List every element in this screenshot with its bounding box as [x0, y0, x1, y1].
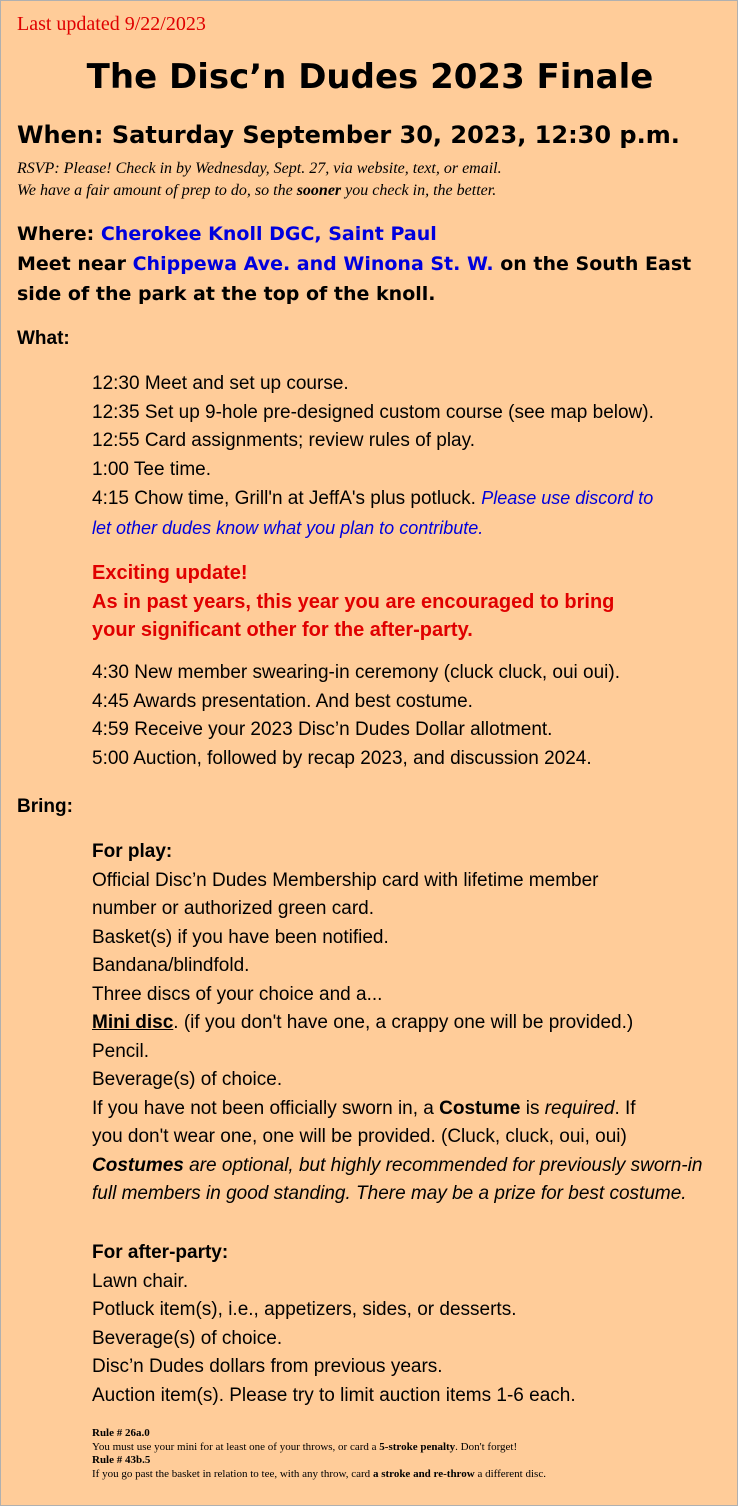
rule-text — [92, 1468, 732, 1482]
costume-optional-text: are optional, but highly recommended for previously sworn-in — [183, 1154, 703, 1176]
rsvp-text: you check in, the better. — [341, 182, 497, 199]
bring-for-play — [92, 838, 722, 1209]
schedule-item-chow — [92, 484, 722, 514]
rsvp-line-2 — [17, 180, 502, 202]
costume-text: is — [520, 1097, 545, 1119]
costume-required: required — [544, 1097, 615, 1119]
chow-note: Please use discord to — [481, 488, 654, 508]
for-play-heading: For play: — [92, 841, 173, 862]
schedule-item: 12:55 Card assignments; review rules of play. — [92, 430, 475, 451]
bring-item: Potluck item(s), i.e., appetizers, sides, or desserts. — [92, 1299, 517, 1320]
costume-optional-2: full members in good standing. There may be a prize for best costume. — [92, 1183, 687, 1204]
meet-text: Meet near — [17, 253, 133, 275]
update-line: As in past years, this year you are encouraged to bring — [92, 590, 615, 613]
page-title: The Disc’n Dudes 2023 Finale — [86, 57, 654, 97]
where-place-link[interactable]: Cherokee Knoll DGC, Saint Paul — [100, 223, 437, 245]
rule-text — [92, 1441, 732, 1455]
chow-text: 4:15 Chow time, Grill'n at JeffA's plus potluck. — [92, 488, 482, 509]
rule-text-part: If you go past the basket in relation to tee, with any throw, card — [92, 1467, 373, 1480]
mini-disc-emphasis: Mini disc — [92, 1012, 174, 1033]
rsvp-emphasis: sooner — [296, 182, 342, 199]
rules-footnote — [92, 1427, 732, 1481]
bring-item: Beverage(s) of choice. — [92, 1069, 283, 1090]
rule-penalty: a stroke and re-throw — [372, 1467, 475, 1480]
bring-item: Three discs of your choice and a... — [92, 983, 383, 1005]
bring-item: Auction item(s). Please try to limit auction items 1-6 each. — [92, 1384, 576, 1406]
bring-item: Beverage(s) of choice. — [92, 1327, 283, 1349]
rule-title: Rule # 43b.5 — [92, 1454, 151, 1466]
costume-line-2: you don't wear one, one will be provided. (Cluck, cluck, oui, oui) — [92, 1126, 627, 1147]
rule-text-part: You must use your mini for at least one of your throws, or card a — [92, 1440, 380, 1453]
rsvp-text: We have a fair amount of prep to do, so the — [17, 182, 297, 199]
update-title: Exciting update! — [92, 562, 248, 584]
meet-text: on the South East — [493, 253, 692, 275]
costume-text: . If — [614, 1097, 636, 1119]
rule-penalty: 5-stroke penalty — [379, 1440, 456, 1453]
costume-line — [92, 1095, 722, 1124]
bring-item: Lawn chair. — [92, 1270, 189, 1292]
bring-for-after-party — [92, 1239, 722, 1410]
update-line: your significant other for the after-party. — [92, 619, 473, 641]
costume-text: If you have not been officially sworn in, a — [92, 1097, 440, 1119]
bring-label: Bring: — [17, 796, 73, 817]
meet-line-2: side of the park at the top of the knoll. — [17, 283, 436, 305]
schedule-list — [92, 370, 722, 542]
rule-text-part: a different disc. — [474, 1467, 546, 1480]
schedule-item: 1:00 Tee time. — [92, 458, 212, 480]
schedule-item: 12:30 Meet and set up course. — [92, 373, 349, 394]
costume-emphasis: Costume — [439, 1097, 521, 1119]
costume-optional — [92, 1152, 722, 1181]
meet-line — [17, 249, 691, 279]
what-label: What: — [17, 328, 70, 349]
rsvp-line-1: RSVP: Please! Check in by Wednesday, Sept. 27, via website, text, or email. — [17, 160, 502, 177]
after-party-heading: For after-party: — [92, 1242, 229, 1263]
meet-location-link[interactable]: Chippewa Ave. and Winona St. W. — [132, 253, 494, 275]
bring-item: number or authorized green card. — [92, 898, 374, 919]
exciting-update — [92, 559, 722, 645]
costumes-emphasis: Costumes — [92, 1154, 184, 1176]
rule-title: Rule # 26a.0 — [92, 1427, 150, 1439]
rsvp-note — [17, 158, 502, 202]
schedule-item: 4:59 Receive your 2023 Disc’n Dudes Dollar allotment. — [92, 719, 553, 740]
chow-note-2: let other dudes know what you plan to contribute. — [92, 517, 484, 538]
bring-item: Official Disc’n Dudes Membership card with lifetime member — [92, 869, 599, 891]
where-label: Where: — [17, 223, 101, 245]
bring-item: Basket(s) if you have been notified. — [92, 926, 389, 948]
bring-item: Pencil. — [92, 1040, 150, 1062]
mini-disc-text: . (if you don't have one, a crappy one will be provided.) — [173, 1012, 634, 1033]
when-heading: When: Saturday September 30, 2023, 12:30 p.m. — [17, 121, 680, 149]
schedule-item: 4:45 Awards presentation. And best costume. — [92, 690, 473, 712]
rule-text-part: . Don't forget! — [455, 1440, 518, 1453]
bring-item: Bandana/blindfold. — [92, 955, 250, 976]
schedule-item: 5:00 Auction, followed by recap 2023, and discussion 2024. — [92, 747, 592, 769]
last-updated: Last updated 9/22/2023 — [17, 13, 206, 35]
schedule-item: 12:35 Set up 9-hole pre-designed custom course (see map below). — [92, 401, 654, 423]
where-section — [17, 219, 691, 309]
where-line — [17, 219, 691, 249]
schedule-item: 4:30 New member swearing-in ceremony (cluck cluck, oui oui). — [92, 662, 620, 683]
bring-item-mini-disc — [92, 1009, 722, 1038]
schedule-list-2 — [92, 659, 722, 773]
bring-item: Disc’n Dudes dollars from previous years. — [92, 1356, 443, 1377]
